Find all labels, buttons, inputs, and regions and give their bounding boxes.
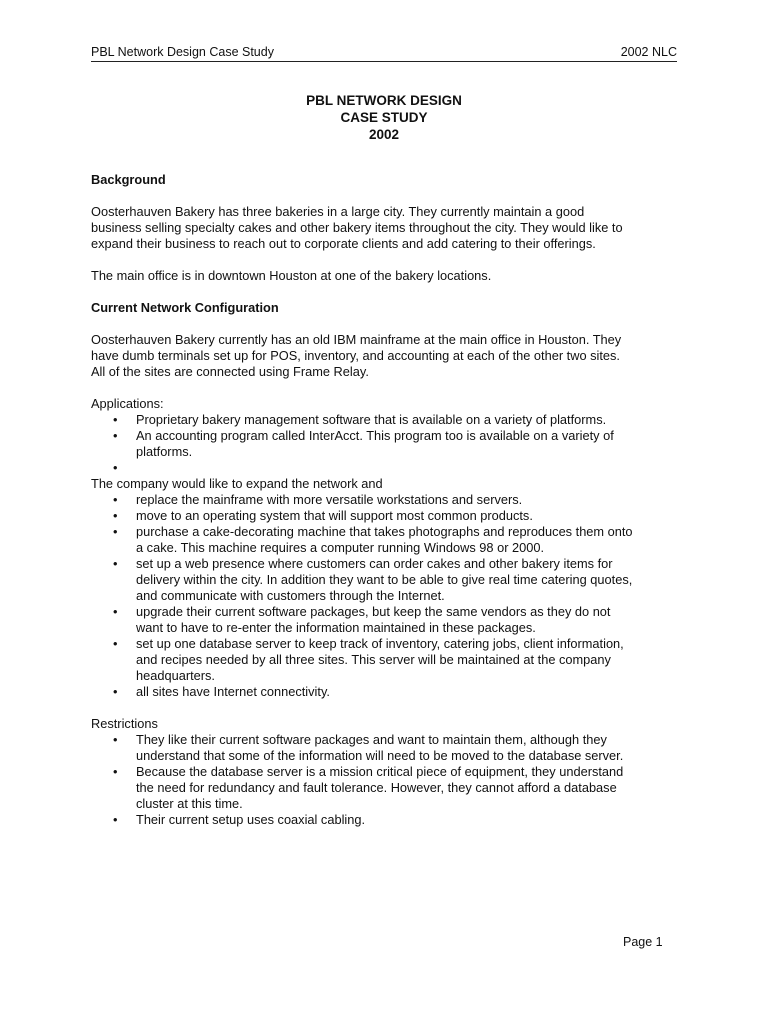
header-title: PBL Network Design Case Study <box>91 45 274 59</box>
applications-list <box>91 412 677 476</box>
list-item-text: all sites have Internet connectivity. <box>136 684 330 699</box>
background-paragraph-2: The main office is in downtown Houston at one of the bakery locations. <box>91 268 492 283</box>
list-item <box>91 556 677 604</box>
network-heading: Current Network Configuration <box>91 300 279 315</box>
bullet-icon: • <box>113 508 118 523</box>
expand-list <box>91 492 677 700</box>
list-item-text: Their current setup uses coaxial cabling. <box>136 812 366 827</box>
list-item-text: and communicate with customers through the Internet. <box>136 588 445 603</box>
list-item-text: replace the mainframe with more versatile workstations and servers. <box>136 492 523 507</box>
bullet-icon: • <box>113 764 118 779</box>
bullet-icon: • <box>113 412 118 427</box>
bullet-icon: • <box>113 812 118 827</box>
text-line: have dumb terminals set up for POS, inventory, and accounting at each of the other two sites. <box>91 348 620 363</box>
list-item <box>91 812 677 828</box>
list-item-text: platforms. <box>136 444 193 459</box>
list-item-text: Because the database server is a mission critical piece of equipment, they understand <box>136 764 624 779</box>
text-line: All of the sites are connected using Frame Relay. <box>91 364 369 379</box>
bullet-icon: • <box>113 524 118 539</box>
list-item <box>91 508 677 524</box>
network-paragraph <box>91 332 677 380</box>
bullet-icon: • <box>113 732 118 747</box>
list-item <box>91 460 677 476</box>
text-line: expand their business to reach out to corporate clients and add catering to their offerings. <box>91 236 596 251</box>
bullet-icon: • <box>113 604 118 619</box>
text-line: business selling specialty cakes and other bakery items throughout the city. They would like to <box>91 220 623 235</box>
document-body <box>91 172 677 828</box>
bullet-icon: • <box>113 636 118 651</box>
background-heading: Background <box>91 172 166 187</box>
text-line: Oosterhauven Bakery has three bakeries in a large city. They currently maintain a good <box>91 204 585 219</box>
header-year: 2002 NLC <box>620 45 677 59</box>
background-paragraph-1 <box>91 204 677 252</box>
list-item-text: cluster at this time. <box>136 796 243 811</box>
list-item <box>91 428 677 460</box>
list-item-text: a cake. This machine requires a computer running Windows 98 or 2000. <box>136 540 545 555</box>
list-item-text: move to an operating system that will support most common products. <box>136 508 533 523</box>
title-line-2: CASE STUDY <box>340 110 428 125</box>
list-item-text: delivery within the city. In addition they want to be able to give real time catering quotes, <box>136 572 633 587</box>
list-item <box>91 764 677 812</box>
list-item-text: set up a web presence where customers can order cakes and other bakery items for <box>136 556 613 571</box>
list-item-text: set up one database server to keep track of inventory, catering jobs, client information, <box>136 636 624 651</box>
restrictions-label: Restrictions <box>91 716 158 731</box>
list-item-text: the need for redundancy and fault tolerance. However, they cannot afford a database <box>136 780 617 795</box>
page-header <box>91 43 677 62</box>
list-item <box>91 412 677 428</box>
list-item <box>91 524 677 556</box>
list-item <box>91 604 677 636</box>
list-item-text: They like their current software packages and want to maintain them, although they <box>136 732 607 747</box>
list-item-text: An accounting program called InterAcct. This program too is available on a variety of <box>136 428 614 443</box>
applications-label: Applications: <box>91 396 164 411</box>
restrictions-list <box>91 732 677 828</box>
bullet-icon: • <box>113 460 118 475</box>
list-item <box>91 732 677 764</box>
list-item-text: and recipes needed by all three sites. This server will be maintained at the company <box>136 652 611 667</box>
list-item-text: Proprietary bakery management software that is available on a variety of platforms. <box>136 412 607 427</box>
list-item <box>91 492 677 508</box>
expand-label: The company would like to expand the network and <box>91 476 383 491</box>
title-line-1: PBL NETWORK DESIGN <box>306 93 462 108</box>
list-item-text: headquarters. <box>136 668 215 683</box>
list-item-text: upgrade their current software packages, but keep the same vendors as they do not <box>136 604 611 619</box>
list-item-text: understand that some of the information will need to be moved to the database server. <box>136 748 624 763</box>
bullet-icon: • <box>113 556 118 571</box>
list-item-text: want to have to re-enter the information maintained in these packages. <box>136 620 536 635</box>
bullet-icon: • <box>113 684 118 699</box>
document-title <box>91 92 677 143</box>
list-item-text: purchase a cake-decorating machine that takes photographs and reproduces them onto <box>136 524 633 539</box>
list-item <box>91 636 677 684</box>
title-line-3: 2002 <box>368 127 400 142</box>
text-line: Oosterhauven Bakery currently has an old IBM mainframe at the main office in Houston. They <box>91 332 622 347</box>
bullet-icon: • <box>113 492 118 507</box>
page-number: Page 1 <box>623 935 663 949</box>
bullet-icon: • <box>113 428 118 443</box>
list-item <box>91 684 677 700</box>
